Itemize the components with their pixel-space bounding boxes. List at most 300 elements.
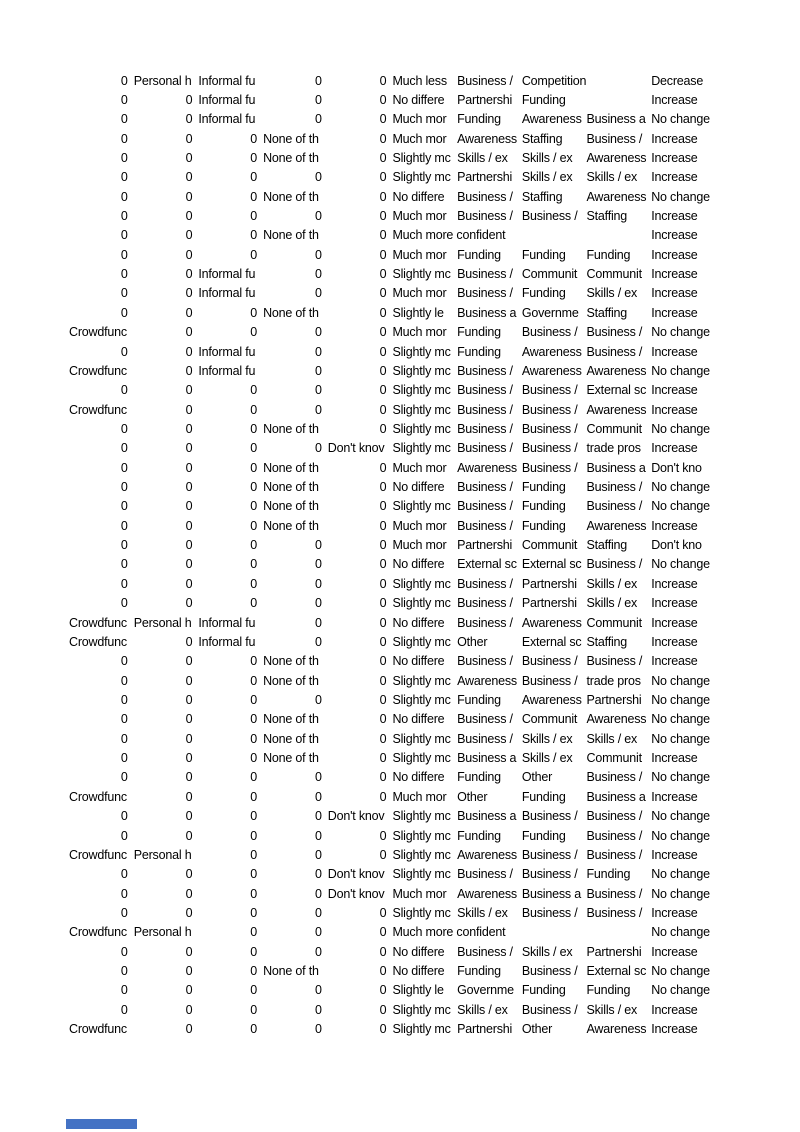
cell[interactable]: Slightly mc [392, 867, 451, 882]
cell[interactable]: Much mor [392, 112, 447, 127]
cell[interactable]: None of th [263, 731, 319, 746]
cell[interactable]: Personal h [133, 847, 192, 862]
cell[interactable]: 0 [379, 576, 387, 591]
cell[interactable]: 0 [314, 925, 322, 940]
cell[interactable]: Business / [457, 867, 513, 882]
cell[interactable]: Informal fu [198, 92, 256, 107]
cell[interactable]: None of th [263, 518, 319, 533]
cell[interactable]: Partnershi [521, 576, 577, 591]
cell[interactable]: Business / [457, 518, 513, 533]
cell[interactable]: 0 [185, 731, 193, 746]
cell[interactable]: Much mor [392, 247, 447, 262]
cell[interactable]: 0 [250, 983, 258, 998]
cell[interactable]: Business a [457, 305, 517, 320]
cell[interactable]: Funding [457, 247, 501, 262]
cell[interactable]: Business / [457, 499, 513, 514]
cell[interactable]: 0 [185, 228, 193, 243]
cell[interactable]: 0 [120, 576, 128, 591]
cell[interactable]: 0 [120, 964, 128, 979]
cell[interactable]: 0 [250, 886, 258, 901]
cell[interactable]: 0 [120, 518, 128, 533]
cell[interactable]: 0 [185, 809, 193, 824]
cell[interactable]: 0 [120, 828, 128, 843]
cell[interactable]: No change [651, 363, 710, 378]
cell[interactable]: Business / [586, 828, 643, 843]
cell[interactable]: Slightly mc [392, 576, 451, 591]
cell[interactable]: Business / [457, 73, 513, 88]
cell[interactable]: Slightly mc [392, 170, 451, 185]
cell[interactable]: 0 [314, 905, 322, 920]
cell[interactable]: Increase [651, 634, 698, 649]
cell[interactable]: Skills / ex [586, 731, 638, 746]
cell[interactable]: Business a [586, 112, 646, 127]
cell[interactable]: 0 [185, 383, 193, 398]
cell[interactable]: Business / [521, 905, 578, 920]
cell[interactable]: Funding [521, 286, 566, 301]
cell[interactable]: 0 [250, 789, 258, 804]
cell[interactable]: 0 [314, 789, 322, 804]
cell[interactable]: Funding [457, 964, 501, 979]
cell[interactable]: Increase [651, 286, 698, 301]
cell[interactable]: Skills / ex [521, 944, 573, 959]
cell[interactable]: Informal fu [198, 615, 256, 630]
cell[interactable]: Slightly mc [392, 634, 451, 649]
cell[interactable]: 0 [120, 305, 128, 320]
cell[interactable]: 0 [379, 751, 387, 766]
cell[interactable]: 0 [250, 441, 258, 456]
cell[interactable]: Partnershi [457, 538, 513, 553]
cell[interactable]: Funding [521, 499, 566, 514]
cell[interactable]: 0 [379, 480, 387, 495]
cell[interactable]: Personal h [133, 615, 192, 630]
cell[interactable]: Crowdfunc [69, 402, 127, 417]
cell[interactable]: No differe [392, 615, 445, 630]
cell[interactable]: None of th [263, 460, 319, 475]
cell[interactable]: Decrease [651, 73, 704, 88]
cell[interactable]: Business / [457, 731, 513, 746]
cell[interactable]: 0 [250, 693, 258, 707]
cell[interactable]: 0 [379, 538, 387, 553]
cell[interactable]: 0 [314, 267, 322, 282]
cell[interactable]: 0 [120, 209, 128, 224]
cell[interactable]: 0 [250, 731, 258, 746]
cell[interactable]: Business / [457, 209, 513, 224]
cell[interactable]: 0 [250, 1022, 258, 1037]
cell[interactable]: 0 [185, 576, 193, 591]
cell[interactable]: Business / [521, 325, 578, 340]
cell[interactable]: Crowdfunc [69, 325, 127, 340]
cell[interactable]: 0 [185, 150, 193, 165]
cell[interactable]: 0 [314, 112, 322, 127]
cell[interactable]: 0 [314, 286, 322, 301]
cell[interactable]: 0 [120, 228, 128, 243]
cell[interactable]: Increase [651, 596, 698, 611]
cell[interactable]: Much less [392, 73, 447, 88]
cell[interactable]: 0 [379, 421, 387, 436]
cell[interactable]: 0 [250, 480, 258, 495]
cell[interactable]: 0 [379, 615, 387, 630]
cell[interactable]: Skills / ex [521, 751, 573, 766]
cell[interactable]: Personal h [133, 73, 192, 88]
cell[interactable]: None of th [263, 480, 319, 495]
cell[interactable]: Funding [457, 828, 501, 843]
cell[interactable]: trade pros [586, 441, 641, 456]
cell[interactable]: No change [651, 693, 710, 707]
cell[interactable]: 0 [120, 189, 128, 204]
cell[interactable]: 0 [185, 247, 193, 262]
cell[interactable]: 0 [120, 170, 128, 185]
cell[interactable]: No differe [392, 944, 445, 959]
cell[interactable]: 0 [185, 751, 193, 766]
cell[interactable]: 0 [185, 518, 193, 533]
cell[interactable]: 0 [250, 538, 258, 553]
cell[interactable]: Skills / ex [586, 170, 638, 185]
cell[interactable]: Crowdfunc [69, 1022, 127, 1037]
cell[interactable]: No change [651, 712, 710, 727]
cell[interactable]: Staffing [521, 131, 563, 146]
cell[interactable]: Other [457, 789, 488, 804]
cell[interactable]: 0 [314, 538, 322, 553]
cell[interactable]: Business / [521, 460, 578, 475]
cell[interactable]: 0 [314, 325, 322, 340]
cell[interactable]: Funding [521, 247, 566, 262]
cell[interactable]: Awareness [457, 460, 517, 475]
cell[interactable]: 0 [250, 867, 258, 882]
cell[interactable]: Slightly mc [392, 905, 451, 920]
cell[interactable]: Increase [651, 247, 698, 262]
cell[interactable]: Increase [651, 751, 698, 766]
cell[interactable]: Slightly mc [392, 596, 451, 611]
cell[interactable]: Much mor [392, 518, 447, 533]
cell[interactable]: 0 [185, 480, 193, 495]
cell[interactable]: Funding [586, 867, 631, 882]
cell[interactable]: 0 [379, 402, 387, 417]
cell[interactable]: Slightly le [392, 983, 444, 998]
cell[interactable]: Don't kno [651, 538, 702, 553]
cell[interactable]: 0 [185, 673, 193, 688]
cell[interactable]: Business / [586, 905, 643, 920]
cell[interactable]: Communit [586, 421, 642, 436]
cell[interactable]: Crowdfunc [69, 847, 127, 862]
cell[interactable]: Other [457, 634, 488, 649]
cell[interactable]: Increase [651, 789, 698, 804]
cell[interactable]: Communit [586, 615, 642, 630]
cell[interactable]: 0 [379, 383, 387, 398]
cell[interactable]: 0 [120, 421, 128, 436]
cell[interactable]: Skills / ex [586, 596, 638, 611]
cell[interactable]: Skills / ex [457, 905, 508, 920]
cell[interactable]: 0 [185, 421, 193, 436]
cell[interactable]: No change [651, 673, 710, 688]
cell[interactable]: 0 [314, 73, 322, 88]
cell[interactable]: Governme [457, 983, 514, 998]
cell[interactable]: Increase [651, 383, 698, 398]
cell[interactable]: 0 [379, 73, 387, 88]
cell[interactable]: Business / [457, 615, 513, 630]
cell[interactable]: Slightly mc [392, 383, 451, 398]
cell[interactable]: Slightly mc [392, 828, 451, 843]
cell[interactable]: 0 [250, 150, 258, 165]
cell[interactable]: Informal fu [198, 286, 256, 301]
cell[interactable] [519, 923, 584, 942]
cell[interactable]: 0 [120, 112, 128, 127]
cell[interactable]: 0 [120, 905, 128, 920]
cell[interactable]: 0 [250, 828, 258, 843]
cell[interactable]: Skills / ex [521, 150, 573, 165]
cell[interactable]: Increase [651, 150, 698, 165]
cell[interactable]: 0 [250, 557, 258, 572]
cell[interactable]: 0 [250, 228, 258, 243]
cell[interactable]: No change [651, 886, 710, 901]
cell[interactable]: None of th [263, 654, 319, 669]
cell[interactable]: 0 [120, 441, 128, 456]
cell[interactable]: 0 [185, 286, 193, 301]
cell[interactable]: 0 [185, 131, 193, 146]
cell[interactable]: Much more confident [392, 228, 506, 243]
cell[interactable]: 0 [314, 170, 322, 185]
cell[interactable]: 0 [379, 286, 387, 301]
cell[interactable]: 0 [185, 654, 193, 669]
cell[interactable]: 0 [120, 480, 128, 495]
cell[interactable]: Awareness [586, 363, 647, 378]
cell[interactable]: 0 [379, 460, 387, 475]
cell[interactable]: Crowdfunc [69, 789, 127, 804]
cell[interactable]: 0 [120, 1002, 128, 1017]
cell[interactable]: Business / [457, 421, 513, 436]
cell[interactable] [454, 226, 519, 245]
cell[interactable]: 0 [379, 905, 387, 920]
cell[interactable]: 0 [185, 770, 193, 785]
cell[interactable]: Business / [586, 847, 643, 862]
cell[interactable]: Staffing [586, 305, 628, 320]
cell[interactable]: 0 [185, 983, 193, 998]
cell[interactable]: 0 [250, 499, 258, 514]
cell[interactable]: 0 [250, 751, 258, 766]
cell[interactable]: Skills / ex [586, 1002, 638, 1017]
cell[interactable]: None of th [263, 712, 319, 727]
cell[interactable]: 0 [250, 518, 258, 533]
cell[interactable]: 0 [379, 170, 387, 185]
cell[interactable]: Slightly mc [392, 150, 451, 165]
cell[interactable]: 0 [379, 228, 387, 243]
cell[interactable]: 0 [379, 731, 387, 746]
cell[interactable]: Partnershi [586, 693, 642, 707]
cell[interactable]: Awareness [586, 712, 647, 727]
cell[interactable]: Crowdfunc [69, 925, 127, 940]
cell[interactable]: 0 [379, 150, 387, 165]
cell[interactable]: Awareness [586, 402, 647, 417]
cell[interactable]: Business / [457, 712, 513, 727]
cell[interactable]: 0 [379, 770, 387, 785]
cell[interactable]: 0 [314, 596, 322, 611]
cell[interactable]: 0 [185, 886, 193, 901]
cell[interactable]: 0 [379, 131, 387, 146]
cell[interactable]: None of th [263, 189, 319, 204]
cell[interactable]: 0 [250, 305, 258, 320]
cell[interactable]: 0 [314, 557, 322, 572]
cell[interactable]: Business / [457, 944, 513, 959]
cell[interactable]: Slightly mc [392, 267, 451, 282]
cell[interactable]: trade pros [586, 673, 641, 688]
cell[interactable]: Slightly mc [392, 344, 451, 359]
cell[interactable]: Awareness [457, 847, 517, 862]
cell[interactable]: 0 [379, 596, 387, 611]
cell[interactable]: Increase [651, 92, 698, 107]
cell[interactable]: No differe [392, 712, 445, 727]
cell[interactable]: 0 [314, 693, 322, 707]
cell[interactable]: 0 [379, 847, 387, 862]
cell[interactable]: 0 [314, 983, 322, 998]
cell[interactable]: 0 [185, 596, 193, 611]
cell[interactable]: Funding [521, 983, 566, 998]
cell[interactable]: 0 [120, 73, 128, 88]
cell[interactable]: 0 [185, 634, 193, 649]
cell[interactable]: No change [651, 925, 710, 940]
cell[interactable]: 0 [250, 170, 258, 185]
cell[interactable]: Increase [651, 1022, 698, 1037]
cell[interactable]: 0 [120, 247, 128, 262]
cell[interactable]: Communit [586, 751, 642, 766]
cell[interactable]: 0 [314, 247, 322, 262]
cell[interactable]: Informal fu [198, 267, 256, 282]
cell[interactable]: Awareness [521, 363, 582, 378]
cell[interactable]: 0 [250, 1002, 258, 1017]
cell[interactable]: 0 [185, 1002, 193, 1017]
cell[interactable]: Staffing [586, 538, 628, 553]
cell[interactable]: No differe [392, 964, 445, 979]
cell[interactable]: Funding [586, 983, 631, 998]
cell[interactable]: 0 [250, 847, 258, 862]
cell[interactable]: Increase [651, 267, 698, 282]
cell[interactable]: 0 [379, 209, 387, 224]
cell[interactable]: Much mor [392, 789, 447, 804]
cell[interactable]: None of th [263, 421, 319, 436]
cell[interactable]: 0 [314, 441, 322, 456]
cell[interactable]: Skills / ex [586, 576, 638, 591]
cell[interactable]: Funding [521, 789, 566, 804]
cell[interactable]: None of th [263, 964, 319, 979]
cell[interactable]: Increase [651, 402, 698, 417]
cell[interactable]: Slightly mc [392, 1022, 451, 1037]
cell[interactable]: 0 [379, 557, 387, 572]
cell[interactable]: 0 [250, 654, 258, 669]
cell[interactable]: 0 [120, 267, 128, 282]
cell[interactable]: 0 [379, 789, 387, 804]
cell[interactable]: Funding [521, 518, 566, 533]
cell[interactable]: 0 [379, 1022, 387, 1037]
cell[interactable]: 0 [314, 363, 322, 378]
cell[interactable]: No change [651, 557, 710, 572]
cell[interactable]: 0 [120, 673, 128, 688]
cell[interactable]: Awareness [521, 344, 582, 359]
cell[interactable]: Business / [457, 480, 513, 495]
cell[interactable]: Skills / ex [457, 1002, 508, 1017]
cell[interactable]: 0 [120, 983, 128, 998]
cell[interactable]: 0 [185, 944, 193, 959]
cell[interactable]: Governme [521, 305, 579, 320]
cell[interactable]: Business / [521, 421, 578, 436]
cell[interactable]: Business / [457, 441, 513, 456]
cell[interactable]: No change [651, 189, 710, 204]
cell[interactable]: 0 [120, 731, 128, 746]
cell[interactable]: Business / [586, 131, 643, 146]
cell[interactable]: Business / [521, 673, 578, 688]
cell[interactable]: Increase [651, 1002, 698, 1017]
cell[interactable]: No change [651, 499, 710, 514]
cell[interactable]: 0 [185, 305, 193, 320]
cell[interactable]: 0 [314, 828, 322, 843]
cell[interactable]: Business / [586, 809, 643, 824]
cell[interactable]: Business / [457, 267, 513, 282]
cell[interactable]: 0 [120, 712, 128, 727]
cell[interactable]: Business / [457, 576, 513, 591]
cell[interactable]: Staffing [586, 634, 628, 649]
cell[interactable]: Don't knov [327, 867, 385, 882]
cell[interactable]: 0 [379, 634, 387, 649]
cell[interactable]: Funding [521, 92, 566, 107]
cell[interactable]: Funding [521, 480, 566, 495]
cell[interactable]: 0 [379, 964, 387, 979]
cell[interactable]: Slightly mc [392, 673, 451, 688]
cell[interactable]: 0 [185, 189, 193, 204]
cell[interactable]: 0 [314, 847, 322, 862]
cell[interactable]: No change [651, 421, 710, 436]
cell[interactable]: 0 [250, 325, 258, 340]
cell[interactable]: No differe [392, 770, 445, 785]
cell[interactable] [584, 91, 649, 110]
cell[interactable]: 0 [120, 344, 128, 359]
cell[interactable]: Crowdfunc [69, 363, 127, 378]
cell[interactable]: 0 [379, 499, 387, 514]
cell[interactable]: Increase [651, 131, 698, 146]
cell[interactable]: 0 [379, 267, 387, 282]
cell[interactable]: 0 [314, 615, 322, 630]
cell[interactable]: Much mor [392, 209, 447, 224]
cell[interactable]: 0 [120, 150, 128, 165]
cell[interactable]: Staffing [521, 189, 563, 204]
cell[interactable]: 0 [185, 693, 193, 707]
cell[interactable]: Much mor [392, 131, 447, 146]
cell[interactable]: 0 [314, 634, 322, 649]
cell[interactable]: Business / [521, 867, 578, 882]
cell[interactable]: 0 [185, 1022, 193, 1037]
cell[interactable]: Slightly mc [392, 441, 451, 456]
cell[interactable] [584, 72, 649, 91]
cell[interactable]: Business / [586, 325, 643, 340]
cell[interactable]: 0 [185, 712, 193, 727]
cell[interactable]: 0 [185, 402, 193, 417]
cell[interactable]: 0 [250, 964, 258, 979]
cell[interactable]: 0 [185, 209, 193, 224]
cell[interactable]: Business / [521, 809, 578, 824]
cell[interactable]: Don't knov [327, 809, 385, 824]
cell[interactable]: 0 [120, 460, 128, 475]
cell[interactable]: 0 [185, 789, 193, 804]
cell[interactable]: Slightly mc [392, 421, 451, 436]
cell[interactable]: 0 [314, 576, 322, 591]
cell[interactable]: Business / [586, 557, 643, 572]
cell[interactable]: Increase [651, 654, 698, 669]
cell[interactable]: Personal h [133, 925, 192, 940]
cell[interactable]: Business / [586, 344, 643, 359]
cell[interactable]: Communit [521, 712, 578, 727]
cell[interactable]: Skills / ex [521, 170, 573, 185]
cell[interactable]: 0 [379, 344, 387, 359]
cell[interactable]: Increase [651, 305, 698, 320]
cell[interactable]: Slightly mc [392, 809, 451, 824]
cell[interactable]: Communit [586, 267, 642, 282]
cell[interactable] [519, 226, 584, 245]
